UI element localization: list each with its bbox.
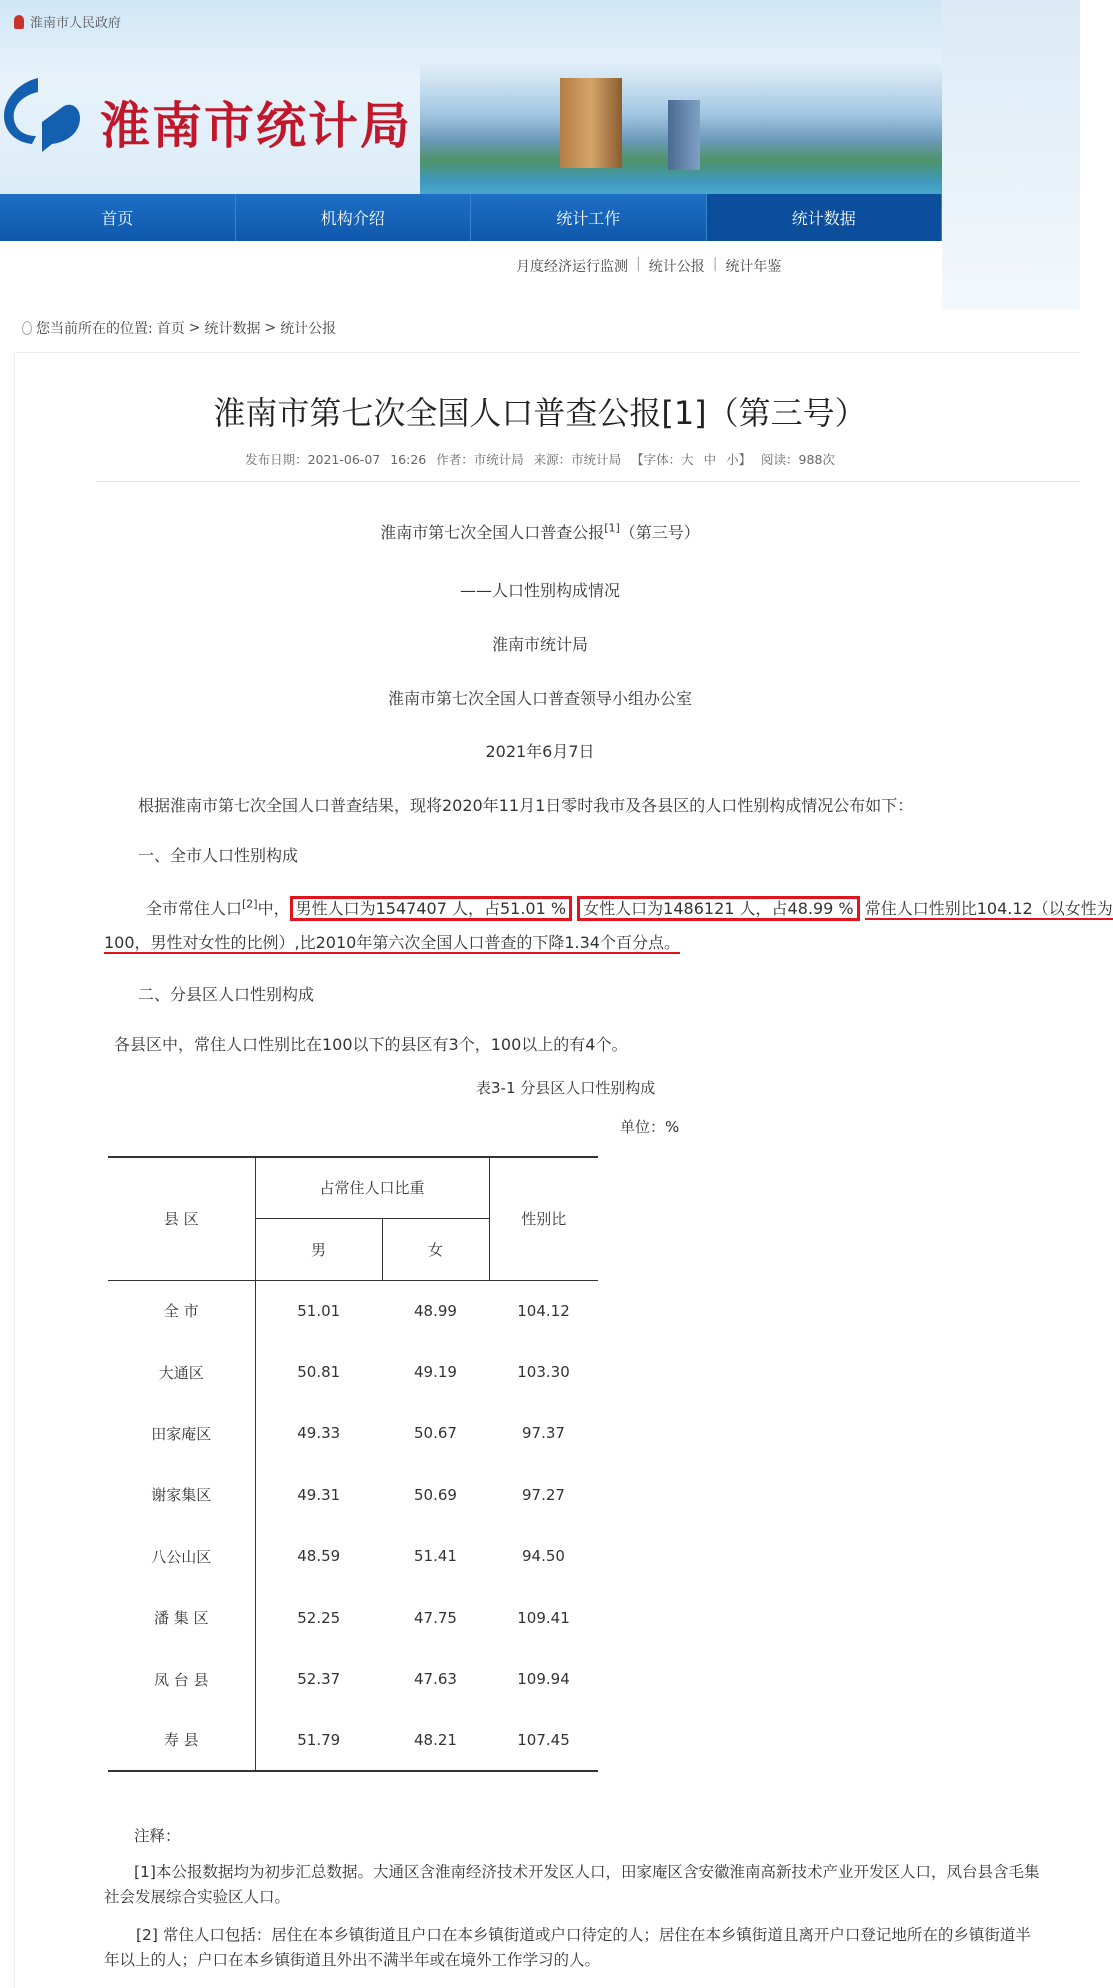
divider (96, 481, 1080, 482)
breadcrumb-sep: > (188, 320, 201, 336)
breadcrumb-sep: > (264, 320, 277, 336)
footnote-ref[interactable]: [2] (242, 897, 258, 911)
county-paragraph: 各县区中，常住人口性别比在100以下的县区有3个，100以上的有4个。 (114, 1035, 628, 1054)
female-cell: 50.69 (414, 1485, 457, 1504)
side-background (942, 0, 1080, 310)
male-cell: 52.37 (255, 1648, 382, 1709)
county-cell: 寿 县 (108, 1710, 255, 1771)
table-title: 表3-1 分县区人口性别构成 (476, 1079, 656, 1097)
table-row (108, 1280, 598, 1341)
article-meta: 发布日期：2021-06-07 16:26 作者：市统计局 来源：市统计局 【字体：大 中 小】 阅读：988次 (245, 452, 835, 467)
header-share: 占常住人口比重 (255, 1157, 489, 1218)
site-name: 淮南市统计局 (100, 97, 412, 155)
ratio-cell: 109.94 (517, 1670, 570, 1689)
male-cell: 49.33 (255, 1403, 382, 1464)
bulletin-heading (0, 520, 1080, 543)
table-row (108, 1648, 598, 1709)
female-cell: 48.21 (382, 1710, 489, 1771)
male-cell: 51.79 (255, 1710, 382, 1771)
breadcrumb-data[interactable]: 统计数据 (204, 321, 261, 337)
nav-home[interactable]: 首页 (0, 194, 236, 241)
ratio-cell: 97.37 (522, 1424, 565, 1443)
sublink-bulletin[interactable]: 统计公报 (648, 259, 705, 275)
nav-data[interactable]: 统计数据 (707, 194, 943, 241)
org-name: 淮南市统计局 (491, 635, 588, 654)
ratio-cell: 107.45 (489, 1710, 598, 1771)
gov-link[interactable] (14, 12, 121, 31)
sub-nav (516, 256, 781, 276)
county-cell: 大通区 (108, 1341, 255, 1402)
male-cell: 48.59 (255, 1526, 382, 1587)
footnote-1: [1]本公报数据均为初步汇总数据。大通区含淮南经济技术开发区人口，田家庵区含安徽淮南高新技术产业开发区人口，凤台县含毛集社会发展综合实验区人口。 (104, 1863, 1040, 1906)
nav-work[interactable]: 统计工作 (471, 194, 707, 241)
location-pin-icon (22, 321, 32, 335)
table-row (108, 1464, 598, 1525)
breadcrumb-bulletin[interactable]: 统计公报 (280, 321, 337, 337)
table-row (108, 1526, 598, 1587)
county-cell: 八公山区 (108, 1526, 255, 1587)
breadcrumb-home[interactable]: 首页 (156, 321, 185, 337)
table-unit: 单位：% (620, 1118, 680, 1136)
county-cell: 田家庵区 (108, 1403, 255, 1464)
header-male: 男 (255, 1218, 382, 1280)
male-cell: 49.31 (255, 1464, 382, 1525)
main-nav (0, 194, 942, 241)
table-row (108, 1587, 598, 1648)
table-row (108, 1341, 598, 1402)
female-cell: 50.67 (414, 1424, 457, 1443)
footnote-ref[interactable]: [1] (604, 521, 620, 535)
male-cell: 51.01 (255, 1280, 382, 1341)
female-cell: 48.99 (414, 1301, 457, 1320)
population-paragraph (146, 896, 1113, 919)
heading-text: 淮南市第七次全国人口普查公报 (380, 523, 605, 542)
sex-composition-table (108, 1156, 598, 1772)
heading-tail: （第三号） (619, 523, 700, 542)
county-cell: 潘 集 区 (108, 1587, 255, 1648)
female-cell: 49.19 (414, 1363, 457, 1382)
section-heading: 一、全市人口性别构成 (138, 846, 299, 865)
sex-ratio-underline: 常住人口性别比104.12（以女性为 (864, 899, 1113, 918)
header-ratio: 性别比 (489, 1157, 598, 1280)
male-population-highlight: 男性人口为1547407 人，占51.01 % (290, 896, 572, 921)
notes-label: 注释： (134, 1827, 181, 1845)
separator: | (636, 256, 641, 272)
table-row (108, 1710, 598, 1771)
article-title: 淮南市第七次全国人口普查公报[1]（第三号） (213, 394, 867, 432)
section-heading: 二、分县区人口性别构成 (138, 985, 315, 1004)
header-county: 县 区 (108, 1157, 255, 1280)
separator: | (712, 256, 718, 272)
sublink-yearbook[interactable]: 统计年鉴 (725, 259, 782, 275)
county-cell: 谢家集区 (108, 1464, 255, 1525)
breadcrumb (22, 318, 336, 338)
building-image (560, 78, 622, 168)
building-image (668, 100, 700, 170)
male-cell: 50.81 (255, 1341, 382, 1402)
female-cell: 47.75 (414, 1608, 457, 1627)
ratio-cell: 94.50 (522, 1547, 565, 1566)
text: 全市常住人口 (146, 899, 243, 918)
population-paragraph-cont (104, 930, 680, 953)
nav-about[interactable]: 机构介绍 (236, 194, 472, 241)
female-cell: 51.41 (414, 1547, 457, 1566)
intro-paragraph: 根据淮南市第七次全国人口普查结果，现将2020年11月1日零时我市及各县区的人口性别构成情况公布如下： (138, 796, 914, 815)
emblem-icon (14, 15, 24, 29)
sex-ratio-underline: 100，男性对女性的比例）,比2010年第六次全国人口普查的下降1.34个百分点。 (104, 933, 680, 952)
ratio-cell: 103.30 (517, 1363, 570, 1382)
breadcrumb-label: 您当前所在的位置: (36, 321, 153, 337)
org-office: 淮南市第七次全国人口普查领导小组办公室 (387, 689, 692, 708)
sublink-monthly[interactable]: 月度经济运行监测 (516, 259, 628, 275)
footnote-2: [2] 常住人口包括：居住在本乡镇街道且户口在本乡镇街道或户口待定的人；居住在本乡镇街道且离开户口登记地所在的乡镇街道半年以上的人；户口在本乡镇街道且外出不满半年或在境外工作学习的人。 (104, 1926, 1031, 1969)
logo-icon (2, 72, 84, 154)
header-female: 女 (382, 1218, 489, 1280)
ratio-cell: 104.12 (517, 1301, 570, 1320)
ratio-cell: 109.41 (517, 1608, 570, 1627)
county-cell: 全 市 (108, 1280, 255, 1341)
bulletin-date: 2021年6月7日 (485, 742, 595, 761)
text: 中， (257, 899, 290, 918)
male-cell: 52.25 (255, 1587, 382, 1648)
gov-link-label: 淮南市人民政府 (30, 16, 122, 31)
female-cell: 47.63 (414, 1670, 457, 1689)
ratio-cell: 97.27 (522, 1485, 565, 1504)
county-cell: 凤 台 县 (108, 1648, 255, 1709)
table-row (108, 1403, 598, 1464)
female-population-highlight: 女性人口为1486121 人，占48.99 % (577, 896, 859, 921)
subtitle: ——人口性别构成情况 (459, 581, 620, 600)
